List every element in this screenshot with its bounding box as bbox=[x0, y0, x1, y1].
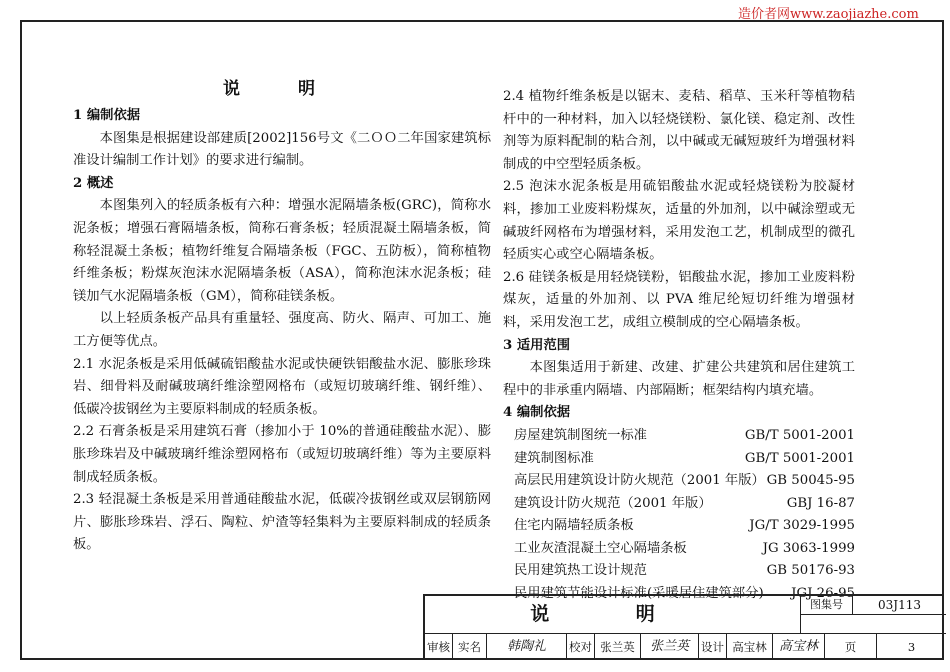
reference-code: GBJ 16-87 bbox=[786, 495, 855, 511]
reference-item bbox=[503, 425, 855, 448]
section-1-paragraph: 本图集是根据建设部建质[2002]156号文《二ＯＯ二年国家建筑标准设计编制工作计划》的要求进行编制。 bbox=[73, 130, 491, 169]
section-2-paragraph-1: 本图集列入的轻质条板有六种：增强水泥隔墙条板(GRC)，简称水泥条板；增强石膏隔墙条板，简称石膏条板；轻质混凝土隔墙条板，简称轻混凝土条板；植物纤维复合隔墙条板（FGC、五防板），简称植物纤维条板；粉煤灰泡沫水泥隔墙条板（ASA），简称泡沫水泥条板；硅镁加气水泥隔墙条板（GM），简称硅镁条板。 bbox=[73, 198, 491, 304]
item-2-2: 2.2 石膏条板是采用建筑石膏（掺加小于 10%的普通硅酸盐水泥）、膨胀珍珠岩及中碱玻璃纤维涂塑网格布（或短切玻璃纤维）等为主要原料制成轻质条板。 bbox=[73, 424, 491, 485]
reference-code: GB/T 5001-2001 bbox=[744, 427, 855, 443]
design-label: 设计 bbox=[699, 634, 727, 660]
item-2-5: 2.5 泡沫水泥条板是用硫铝酸盐水泥或轻烧镁粉为胶凝材料，掺加工业废料粉煤灰，适量的外加剂，以中碱涂塑或无碱玻纤网格布为增强材料，采用发泡工艺，机制成型的微孔轻质实心或空心隔墙条板。 bbox=[503, 179, 855, 263]
reference-item bbox=[503, 560, 855, 583]
title-block-title: 说 明 bbox=[425, 596, 801, 634]
reference-name: 工业灰渣混凝土空心隔墙条板 bbox=[514, 540, 687, 556]
reference-name: 住宅内隔墙轻质条板 bbox=[514, 518, 634, 534]
title-block-blank-cell bbox=[801, 615, 946, 634]
reference-code: JGJ 26-95 bbox=[791, 586, 855, 602]
document-title: 说 明 bbox=[223, 79, 341, 99]
section-3-paragraph: 本图集适用于新建、改建、扩建公共建筑和居住建筑工程中的非承重内隔墙、内部隔断；框架结构内填充墙。 bbox=[503, 360, 855, 398]
item-2-1: 2.1 水泥条板是采用低碱硫铝酸盐水泥或快硬铁铝酸盐水泥、膨胀珍珠岩、细骨料及耐碱玻璃纤维涂塑网格布（或短切玻璃纤维、钢纤维）、低碳冷拔钢丝为主要原料制成的轻质条板。 bbox=[73, 356, 491, 417]
section-1-heading: 1 编制依据 bbox=[73, 108, 141, 123]
item-2-3: 2.3 轻混凝土条板是采用普通硅酸盐水泥，低碳冷拔钢丝或双层钢筋网片、膨胀珍珠岩、浮石、陶粒、炉渣等轻集料为主要原料制成的轻质条板。 bbox=[73, 492, 491, 553]
reference-code: GB 50176-93 bbox=[766, 563, 855, 579]
atlas-number-value: 03J113 bbox=[853, 596, 946, 615]
signature-row bbox=[425, 634, 946, 660]
check-label: 校对 bbox=[567, 634, 595, 660]
reference-name: 民用建筑节能设计标准(采暖居住建筑部分) bbox=[514, 586, 764, 602]
review-label: 审核 bbox=[425, 634, 453, 660]
reference-code: GB 50045-95 bbox=[766, 473, 855, 489]
atlas-number-label: 图集号 bbox=[801, 596, 853, 615]
reference-item bbox=[503, 493, 855, 516]
reference-list bbox=[503, 425, 855, 606]
left-column bbox=[73, 77, 491, 557]
designer-signature: 高宝林 bbox=[773, 634, 825, 660]
reference-code: JG/T 3029-1995 bbox=[749, 518, 855, 534]
section-2-heading: 2 概述 bbox=[73, 175, 114, 191]
right-column bbox=[503, 86, 855, 606]
section-2-paragraph-2: 以上轻质条板产品具有重量轻、强度高、防火、隔声、可加工、施工方便等优点。 bbox=[73, 311, 491, 349]
reference-item bbox=[503, 448, 855, 471]
title-block bbox=[423, 594, 944, 660]
section-4-heading: 4 编制依据 bbox=[503, 405, 571, 421]
checker-name: 张兰英 bbox=[595, 634, 641, 660]
page-label: 页 bbox=[825, 634, 877, 660]
checker-signature: 张兰英 bbox=[641, 634, 699, 660]
reviewer-signature: 韩陶礼 bbox=[487, 634, 567, 660]
reference-code: JG 3063-1999 bbox=[762, 540, 855, 556]
page-number: 3 bbox=[907, 640, 916, 654]
reference-name: 建筑设计防火规范（2001 年版） bbox=[514, 495, 712, 511]
section-3-heading: 3 适用范围 bbox=[503, 337, 571, 353]
reference-item bbox=[503, 470, 855, 493]
reference-name: 建筑制图标准 bbox=[514, 450, 594, 466]
watermark-text: 造价者网www.zaojiazhe.com bbox=[738, 7, 919, 22]
item-2-6: 2.6 硅镁条板是用轻烧镁粉，铝酸盐水泥，掺加工业废料粉煤灰，适量的外加剂、以 PVA 维尼纶短切纤维为增强材料，采用发泡工艺，成组立模制成的空心隔墙条板。 bbox=[503, 269, 855, 330]
reviewer-name: 实名 bbox=[453, 634, 487, 660]
reference-name: 房屋建筑制图统一标准 bbox=[514, 427, 647, 443]
reference-name: 高层民用建筑设计防火规范（2001 年版） bbox=[514, 473, 765, 489]
reference-name: 民用建筑热工设计规范 bbox=[514, 563, 647, 579]
reference-code: GB/T 5001-2001 bbox=[744, 450, 855, 466]
designer-name: 高宝林 bbox=[727, 634, 773, 660]
reference-item bbox=[503, 515, 855, 538]
reference-item bbox=[503, 538, 855, 561]
item-2-4: 2.4 植物纤维条板是以锯末、麦秸、稻草、玉米秆等植物秸杆中的一种材料，加入以轻烧镁粉、氯化镁、稳定剂、改性剂等为原料配制的粘合剂，以中碱或无碱短玻纤为增强材料制成的中空型轻质条板。 bbox=[503, 89, 855, 172]
